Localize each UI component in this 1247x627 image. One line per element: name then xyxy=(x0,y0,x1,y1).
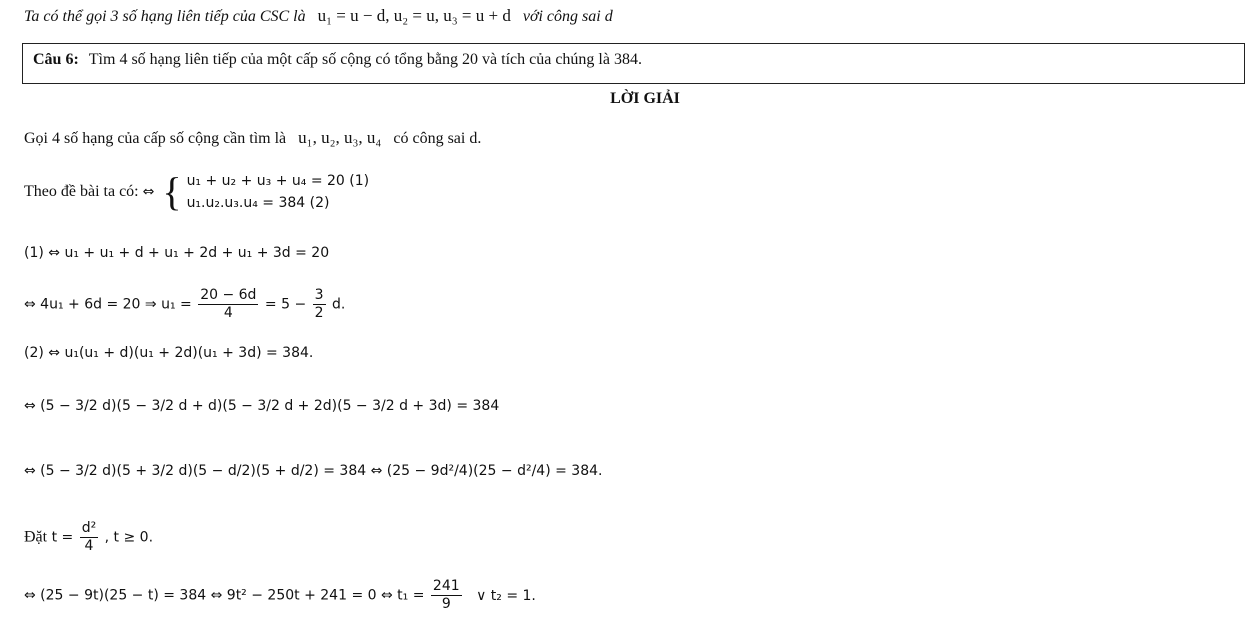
l9-b: ∨ t₂ = 1. xyxy=(476,587,536,604)
fraction-numerator: 241 xyxy=(432,578,460,594)
intro-line xyxy=(24,6,613,26)
l2-text: Theo đề bài ta có: xyxy=(24,183,139,200)
l8-text: Đặt xyxy=(24,528,48,546)
brace-icon: { xyxy=(162,169,182,214)
solution-line-8 xyxy=(24,520,153,555)
fraction xyxy=(198,287,258,322)
equation-system xyxy=(162,170,369,214)
fraction xyxy=(313,287,326,322)
solution-line-3: (1) ⇔ u₁ + u₁ + d + u₁ + 2d + u₁ + 3d = 20 xyxy=(24,245,330,261)
intro-suffix: với công sai d xyxy=(522,8,613,25)
fraction xyxy=(431,578,462,613)
fraction-numerator: 20 − 6d xyxy=(200,287,257,303)
intro-text: Ta có thể gọi 3 số hạng liên tiếp của CSC là xyxy=(24,8,306,25)
solution-line-5: (2) ⇔ u₁(u₁ + d)(u₁ + 2d)(u₁ + 3d) = 384. xyxy=(24,345,314,361)
l1-text: Gọi 4 số hạng của cấp số cộng cần tìm là xyxy=(24,130,287,147)
fraction-denominator: 4 xyxy=(223,305,233,321)
question-label: Câu 6: xyxy=(33,51,79,68)
intro-formula: u₁ = u − d, u₂ = u, u₃ = u + d xyxy=(317,6,511,25)
fraction-denominator: 9 xyxy=(441,596,451,612)
l8-var: t = xyxy=(51,529,74,546)
solution-line-6: ⇔ (5 − 3/2 d)(5 − 3/2 d + d)(5 − 3/2 d + 2d)(5 − 3/2 d + 3d) = 384 xyxy=(24,398,500,414)
solution-line-2 xyxy=(24,170,369,214)
solution-line-1 xyxy=(24,128,481,148)
l4-b: = 5 − xyxy=(264,296,307,313)
l1-suffix: có công sai d. xyxy=(393,130,482,147)
l1-vars: u₁, u₂, u₃, u₄ xyxy=(298,128,382,147)
system-row-1: u₁ + u₂ + u₃ + u₄ = 20 (1) xyxy=(186,173,370,189)
l9-a: ⇔ (25 − 9t)(25 − t) = 384 ⇔ 9t² − 250t + 241 = 0 ⇔ t₁ = xyxy=(24,587,425,604)
l4-a: ⇔ 4u₁ + 6d = 20 ⇒ u₁ = xyxy=(24,296,192,313)
fraction xyxy=(80,520,99,555)
question-box xyxy=(22,43,1245,84)
equiv-symbol: ⇔ xyxy=(142,184,155,200)
fraction-denominator: 2 xyxy=(314,305,324,321)
solution-line-4 xyxy=(24,287,345,322)
system-row-2: u₁.u₂.u₃.u₄ = 384 (2) xyxy=(186,195,330,211)
fraction-numerator: d² xyxy=(81,520,97,536)
question-text: Tìm 4 số hạng liên tiếp của một cấp số cộng có tổng bằng 20 và tích của chúng là 384. xyxy=(88,51,642,68)
solution-heading: LỜI GIẢI xyxy=(610,90,680,107)
l8-tail: , t ≥ 0. xyxy=(104,529,154,546)
l4-c: d. xyxy=(332,296,346,313)
solution-line-7: ⇔ (5 − 3/2 d)(5 + 3/2 d)(5 − d/2)(5 + d/2) = 384 ⇔ (25 − 9d²/4)(25 − d²/4) = 384. xyxy=(24,463,603,479)
question xyxy=(33,51,642,69)
solution-line-9 xyxy=(24,578,536,613)
fraction-denominator: 4 xyxy=(84,538,94,554)
fraction-numerator: 3 xyxy=(314,287,324,303)
